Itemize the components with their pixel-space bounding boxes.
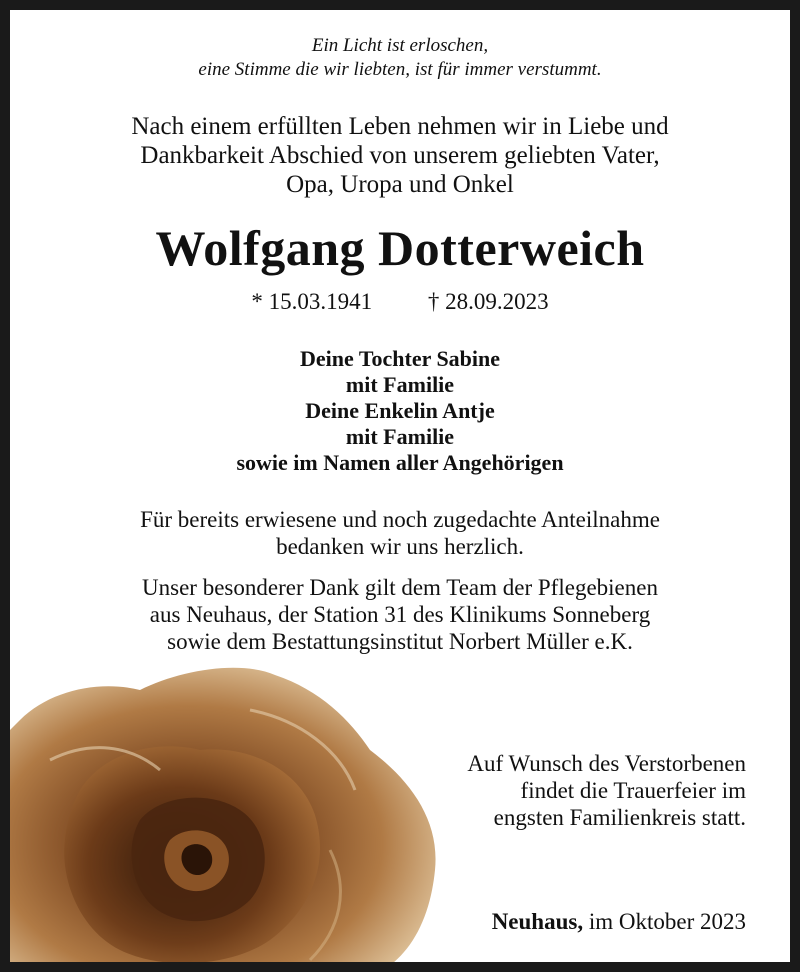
motto-line: Ein Licht ist erloschen,: [311, 35, 489, 56]
intro-line: Nach einem erfüllten Leben nehmen wir in Liebe und: [131, 113, 669, 140]
intro-line: Dankbarkeit Abschied von unserem geliebten Vater,: [140, 142, 660, 169]
special-thanks-line: aus Neuhaus, der Station 31 des Klinikums Sonneberg: [149, 602, 651, 627]
life-dates: [10, 288, 790, 316]
signoff-date: im Oktober 2023: [583, 909, 746, 934]
birth-date: * 15.03.1941: [251, 289, 373, 314]
thanks-text: [10, 506, 790, 560]
motto-verse: [10, 34, 790, 82]
place-date-signoff: [492, 908, 746, 936]
funeral-notice-line: Auf Wunsch des Verstorbenen: [467, 751, 746, 776]
mourner-line: sowie im Namen aller Angehörigen: [236, 450, 564, 475]
deceased-name: Wolfgang Dotterweich: [155, 220, 645, 276]
intro-line: Opa, Uropa und Onkel: [286, 171, 514, 198]
signoff-place: Neuhaus,: [491, 909, 584, 934]
funeral-notice: [467, 750, 746, 831]
death-date: † 28.09.2023: [427, 289, 549, 314]
mourner-line: mit Familie: [345, 372, 455, 397]
mourner-line: Deine Tochter Sabine: [299, 346, 501, 371]
thanks-line: bedanken wir uns herzlich.: [276, 534, 524, 559]
mourner-line: Deine Enkelin Antje: [305, 398, 495, 423]
funeral-notice-line: findet die Trauerfeier im: [520, 778, 746, 803]
mourners-list: [10, 346, 790, 476]
thanks-line: Für bereits erwiesene und noch zugedachte Anteilnahme: [140, 507, 660, 532]
mourner-line: mit Familie: [345, 424, 455, 449]
special-thanks-line: Unser besonderer Dank gilt dem Team der Pflegebienen: [142, 575, 658, 600]
rose-image: [10, 650, 450, 972]
intro-text: [10, 112, 790, 199]
funeral-notice-line: engsten Familienkreis statt.: [493, 805, 746, 830]
special-thanks-line: sowie dem Bestattungsinstitut Norbert Müller e.K.: [167, 629, 633, 654]
motto-line: eine Stimme die wir liebten, ist für immer verstummt.: [198, 59, 602, 80]
special-thanks-text: [10, 574, 790, 655]
